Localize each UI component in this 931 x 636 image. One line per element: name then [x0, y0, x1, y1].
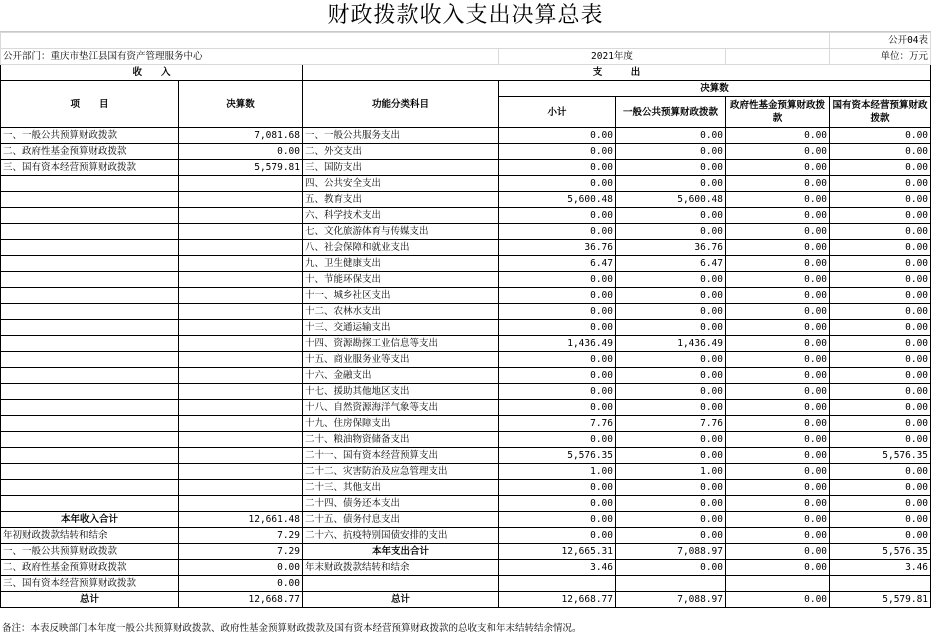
expense-general: 0.00 [616, 288, 726, 304]
table-row [1, 592, 931, 608]
expense-gov-fund: 0.00 [726, 368, 830, 384]
expense-item: 二十六、抗疫特别国债安排的支出 [303, 528, 499, 544]
expense-general: 6.47 [616, 256, 726, 272]
expense-item: 十、节能环保支出 [303, 272, 499, 288]
subtotal-header: 小计 [499, 97, 616, 128]
table-row [1, 416, 931, 432]
amount-header: 决算数 [179, 81, 303, 128]
expense-general: 0.00 [616, 272, 726, 288]
expense-general: 0.00 [616, 432, 726, 448]
income-amount: 7.29 [179, 528, 303, 544]
income-item [1, 208, 179, 224]
expense-subtotal: 12,665.31 [499, 544, 616, 560]
expense-item: 二十、粮油物资储备支出 [303, 432, 499, 448]
expense-state-capital: 0.00 [830, 176, 931, 192]
expense-general: 0.00 [616, 176, 726, 192]
expense-gov-fund: 0.00 [726, 416, 830, 432]
expense-gov-fund: 0.00 [726, 256, 830, 272]
income-amount [179, 496, 303, 512]
table-row [1, 288, 931, 304]
income-header: 收 入 [1, 65, 303, 81]
expense-subtotal: 0.00 [499, 224, 616, 240]
expense-state-capital: 0.00 [830, 192, 931, 208]
expense-item: 二十五、债务付息支出 [303, 512, 499, 528]
expense-state-capital: 0.00 [830, 528, 931, 544]
expense-gov-fund: 0.00 [726, 192, 830, 208]
table-row [1, 272, 931, 288]
expense-header: 支 出 [303, 65, 931, 81]
expense-gov-fund: 0.00 [726, 560, 830, 576]
expense-state-capital: 0.00 [830, 320, 931, 336]
expense-state-capital: 0.00 [830, 128, 931, 144]
income-item [1, 288, 179, 304]
income-amount: 7.29 [179, 544, 303, 560]
table-row [1, 224, 931, 240]
expense-general: 0.00 [616, 400, 726, 416]
expense-item: 九、卫生健康支出 [303, 256, 499, 272]
expense-gov-fund: 0.00 [726, 176, 830, 192]
expense-state-capital: 0.00 [830, 288, 931, 304]
income-amount [179, 176, 303, 192]
expense-gov-fund: 0.00 [726, 272, 830, 288]
expense-gov-fund: 0.00 [726, 544, 830, 560]
table-row [1, 384, 931, 400]
expense-gov-fund: 0.00 [726, 480, 830, 496]
income-item: 二、政府性基金预算财政拨款 [1, 560, 179, 576]
expense-subtotal: 0.00 [499, 432, 616, 448]
income-item: 三、国有资本经营预算财政拨款 [1, 576, 179, 592]
expense-state-capital: 0.00 [830, 480, 931, 496]
expense-subtotal: 0.00 [499, 528, 616, 544]
expense-gov-fund: 0.00 [726, 400, 830, 416]
expense-gov-fund: 0.00 [726, 160, 830, 176]
expense-gov-fund: 0.00 [726, 464, 830, 480]
table-row [1, 448, 931, 464]
expense-item [303, 576, 499, 592]
expense-item: 十九、住房保障支出 [303, 416, 499, 432]
income-amount: 0.00 [179, 144, 303, 160]
expense-state-capital: 0.00 [830, 208, 931, 224]
expense-general: 0.00 [616, 496, 726, 512]
table-row [1, 512, 931, 528]
expense-gov-fund: 0.00 [726, 528, 830, 544]
income-amount [179, 192, 303, 208]
table-row [1, 368, 931, 384]
income-item [1, 384, 179, 400]
expense-subtotal: 5,600.48 [499, 192, 616, 208]
expense-state-capital: 5,576.35 [830, 448, 931, 464]
income-amount: 12,661.48 [179, 512, 303, 528]
expense-state-capital: 0.00 [830, 384, 931, 400]
expense-subtotal: 5,576.35 [499, 448, 616, 464]
expense-gov-fund: 0.00 [726, 224, 830, 240]
expense-general: 0.00 [616, 128, 726, 144]
expense-item: 四、公共安全支出 [303, 176, 499, 192]
expense-state-capital: 0.00 [830, 496, 931, 512]
expense-subtotal: 0.00 [499, 368, 616, 384]
expense-gov-fund: 0.00 [726, 304, 830, 320]
income-item [1, 192, 179, 208]
expense-subtotal: 0.00 [499, 208, 616, 224]
item-header: 项 目 [1, 81, 179, 128]
income-amount: 0.00 [179, 576, 303, 592]
income-amount: 0.00 [179, 560, 303, 576]
income-amount [179, 368, 303, 384]
general-budget-header: 一般公共预算财政拨款 [616, 97, 726, 128]
expense-general: 36.76 [616, 240, 726, 256]
expense-item: 十二、农林水支出 [303, 304, 499, 320]
income-amount [179, 416, 303, 432]
income-amount: 12,668.77 [179, 592, 303, 608]
department-label: 公开部门：重庆市垫江县国有资产管理服务中心 [1, 49, 499, 65]
expense-item: 年末财政拨款结转和结余 [303, 560, 499, 576]
expense-item: 十一、城乡社区支出 [303, 288, 499, 304]
income-amount [179, 304, 303, 320]
expense-general: 0.00 [616, 160, 726, 176]
expense-state-capital: 0.00 [830, 304, 931, 320]
expense-state-capital: 0.00 [830, 336, 931, 352]
income-amount [179, 384, 303, 400]
final-header: 决算数 [499, 81, 931, 97]
income-item [1, 224, 179, 240]
expense-subtotal: 0.00 [499, 160, 616, 176]
table-row [1, 352, 931, 368]
expense-general: 7,088.97 [616, 592, 726, 608]
income-amount [179, 272, 303, 288]
unit-label: 单位：万元 [830, 49, 931, 65]
budget-table [0, 32, 931, 608]
expense-subtotal: 12,668.77 [499, 592, 616, 608]
table-row [1, 480, 931, 496]
income-amount: 5,579.81 [179, 160, 303, 176]
table-row [1, 544, 931, 560]
expense-subtotal: 36.76 [499, 240, 616, 256]
expense-item: 本年支出合计 [303, 544, 499, 560]
expense-subtotal: 1.00 [499, 464, 616, 480]
expense-item: 二、外交支出 [303, 144, 499, 160]
expense-item: 十七、援助其他地区支出 [303, 384, 499, 400]
expense-item: 八、社会保障和就业支出 [303, 240, 499, 256]
expense-state-capital: 0.00 [830, 256, 931, 272]
table-row [1, 400, 931, 416]
form-number-row [1, 33, 931, 49]
expense-general: 0.00 [616, 480, 726, 496]
income-item [1, 400, 179, 416]
table-row [1, 320, 931, 336]
income-item: 本年收入合计 [1, 512, 179, 528]
expense-state-capital: 0.00 [830, 368, 931, 384]
expense-subtotal: 1,436.49 [499, 336, 616, 352]
income-amount [179, 352, 303, 368]
income-amount [179, 288, 303, 304]
expense-general: 0.00 [616, 368, 726, 384]
expense-gov-fund: 0.00 [726, 352, 830, 368]
income-item [1, 320, 179, 336]
expense-item: 十四、资源勘探工业信息等支出 [303, 336, 499, 352]
expense-gov-fund: 0.00 [726, 240, 830, 256]
table-row [1, 432, 931, 448]
expense-state-capital: 0.00 [830, 144, 931, 160]
income-item: 年初财政拨款结转和结余 [1, 528, 179, 544]
expense-gov-fund [726, 576, 830, 592]
income-item [1, 496, 179, 512]
income-amount [179, 432, 303, 448]
income-amount [179, 320, 303, 336]
expense-subtotal: 0.00 [499, 304, 616, 320]
income-item: 一、一般公共预算财政拨款 [1, 544, 179, 560]
expense-gov-fund: 0.00 [726, 144, 830, 160]
expense-subtotal: 0.00 [499, 272, 616, 288]
expense-state-capital: 0.00 [830, 240, 931, 256]
expense-state-capital: 0.00 [830, 400, 931, 416]
expense-subtotal [499, 576, 616, 592]
expense-item: 十六、金融支出 [303, 368, 499, 384]
table-row [1, 336, 931, 352]
expense-general: 0.00 [616, 512, 726, 528]
expense-item: 三、国防支出 [303, 160, 499, 176]
expense-general: 7,088.97 [616, 544, 726, 560]
expense-state-capital: 5,579.81 [830, 592, 931, 608]
expense-general: 5,600.48 [616, 192, 726, 208]
income-item: 二、政府性基金预算财政拨款 [1, 144, 179, 160]
form-number: 公开04表 [830, 33, 931, 49]
expense-subtotal: 7.76 [499, 416, 616, 432]
income-amount [179, 400, 303, 416]
footnote: 备注：本表反映部门本年度一般公共预算财政拨款、政府性基金预算财政拨款及国有资本经营预算财政拨款的总收支和年末结转结余情况。 [2, 623, 582, 634]
table-row [1, 240, 931, 256]
expense-item: 二十一、国有资本经营预算支出 [303, 448, 499, 464]
expense-gov-fund: 0.00 [726, 512, 830, 528]
expense-general: 0.00 [616, 144, 726, 160]
expense-state-capital: 5,576.35 [830, 544, 931, 560]
expense-item: 十五、商业服务业等支出 [303, 352, 499, 368]
gov-fund-header: 政府性基金预算财政拨款 [726, 97, 830, 128]
income-item [1, 416, 179, 432]
expense-subtotal: 0.00 [499, 144, 616, 160]
expense-item: 二十三、其他支出 [303, 480, 499, 496]
expense-state-capital: 0.00 [830, 272, 931, 288]
expense-gov-fund: 0.00 [726, 592, 830, 608]
table-row [1, 160, 931, 176]
expense-item: 二十四、债务还本支出 [303, 496, 499, 512]
expense-subtotal: 0.00 [499, 288, 616, 304]
income-amount [179, 336, 303, 352]
table-row [1, 464, 931, 480]
expense-general: 1,436.49 [616, 336, 726, 352]
expense-general [616, 576, 726, 592]
table-row [1, 496, 931, 512]
expense-subtotal: 0.00 [499, 400, 616, 416]
expense-general: 0.00 [616, 304, 726, 320]
expense-state-capital: 0.00 [830, 512, 931, 528]
expense-general: 1.00 [616, 464, 726, 480]
expense-item: 十三、交通运输支出 [303, 320, 499, 336]
income-amount [179, 448, 303, 464]
expense-general: 0.00 [616, 224, 726, 240]
expense-general: 0.00 [616, 352, 726, 368]
expense-general: 0.00 [616, 560, 726, 576]
income-item [1, 256, 179, 272]
expense-item: 六、科学技术支出 [303, 208, 499, 224]
expense-general: 0.00 [616, 528, 726, 544]
expense-item: 七、文化旅游体育与传媒支出 [303, 224, 499, 240]
income-item: 三、国有资本经营预算财政拨款 [1, 160, 179, 176]
expense-state-capital: 3.46 [830, 560, 931, 576]
income-amount [179, 208, 303, 224]
expense-gov-fund: 0.00 [726, 384, 830, 400]
expense-subtotal: 0.00 [499, 352, 616, 368]
expense-gov-fund: 0.00 [726, 288, 830, 304]
income-amount [179, 224, 303, 240]
expense-general: 0.00 [616, 384, 726, 400]
expense-subtotal: 0.00 [499, 176, 616, 192]
expense-state-capital: 0.00 [830, 352, 931, 368]
expense-state-capital: 0.00 [830, 464, 931, 480]
expense-subtotal: 0.00 [499, 320, 616, 336]
state-capital-header: 国有资本经营预算财政拨款 [830, 97, 931, 128]
income-amount [179, 240, 303, 256]
expense-state-capital [830, 576, 931, 592]
expense-item: 一、一般公共服务支出 [303, 128, 499, 144]
income-item [1, 432, 179, 448]
expense-item: 十八、自然资源海洋气象等支出 [303, 400, 499, 416]
meta-row [1, 49, 931, 65]
expense-gov-fund: 0.00 [726, 336, 830, 352]
income-amount [179, 464, 303, 480]
table-row [1, 576, 931, 592]
income-amount [179, 256, 303, 272]
table-row [1, 256, 931, 272]
expense-subtotal: 6.47 [499, 256, 616, 272]
expense-subtotal: 0.00 [499, 128, 616, 144]
expense-state-capital: 0.00 [830, 416, 931, 432]
expense-general: 0.00 [616, 208, 726, 224]
expense-gov-fund: 0.00 [726, 496, 830, 512]
income-item [1, 336, 179, 352]
expense-general: 0.00 [616, 320, 726, 336]
income-item [1, 480, 179, 496]
table-row [1, 176, 931, 192]
expense-gov-fund: 0.00 [726, 208, 830, 224]
table-row [1, 144, 931, 160]
expense-item: 二十二、灾害防治及应急管理支出 [303, 464, 499, 480]
expense-item: 总计 [303, 592, 499, 608]
income-item [1, 368, 179, 384]
expense-subtotal: 0.00 [499, 384, 616, 400]
table-row [1, 528, 931, 544]
income-item [1, 352, 179, 368]
expense-state-capital: 0.00 [830, 224, 931, 240]
expense-gov-fund: 0.00 [726, 128, 830, 144]
header-row-2 [1, 81, 931, 97]
expense-gov-fund: 0.00 [726, 448, 830, 464]
table-row [1, 304, 931, 320]
expense-state-capital: 0.00 [830, 432, 931, 448]
income-item [1, 240, 179, 256]
income-amount [179, 480, 303, 496]
table-row [1, 208, 931, 224]
table-row [1, 560, 931, 576]
expense-gov-fund: 0.00 [726, 432, 830, 448]
fiscal-year: 2021年度 [499, 49, 726, 65]
income-item [1, 304, 179, 320]
expense-item: 五、教育支出 [303, 192, 499, 208]
income-item: 一、一般公共预算财政拨款 [1, 128, 179, 144]
table-row [1, 128, 931, 144]
function-header: 功能分类科目 [303, 81, 499, 128]
income-item [1, 448, 179, 464]
expense-gov-fund: 0.00 [726, 320, 830, 336]
income-item [1, 176, 179, 192]
expense-subtotal: 0.00 [499, 496, 616, 512]
expense-subtotal: 3.46 [499, 560, 616, 576]
expense-subtotal: 0.00 [499, 480, 616, 496]
income-item [1, 464, 179, 480]
header-row-1 [1, 65, 931, 81]
expense-subtotal: 0.00 [499, 512, 616, 528]
table-row [1, 192, 931, 208]
income-amount: 7,081.68 [179, 128, 303, 144]
page-title: 财政拨款收入支出决算总表 [0, 0, 931, 32]
expense-general: 7.76 [616, 416, 726, 432]
income-item: 总计 [1, 592, 179, 608]
expense-state-capital: 0.00 [830, 160, 931, 176]
income-item [1, 272, 179, 288]
expense-general: 0.00 [616, 448, 726, 464]
